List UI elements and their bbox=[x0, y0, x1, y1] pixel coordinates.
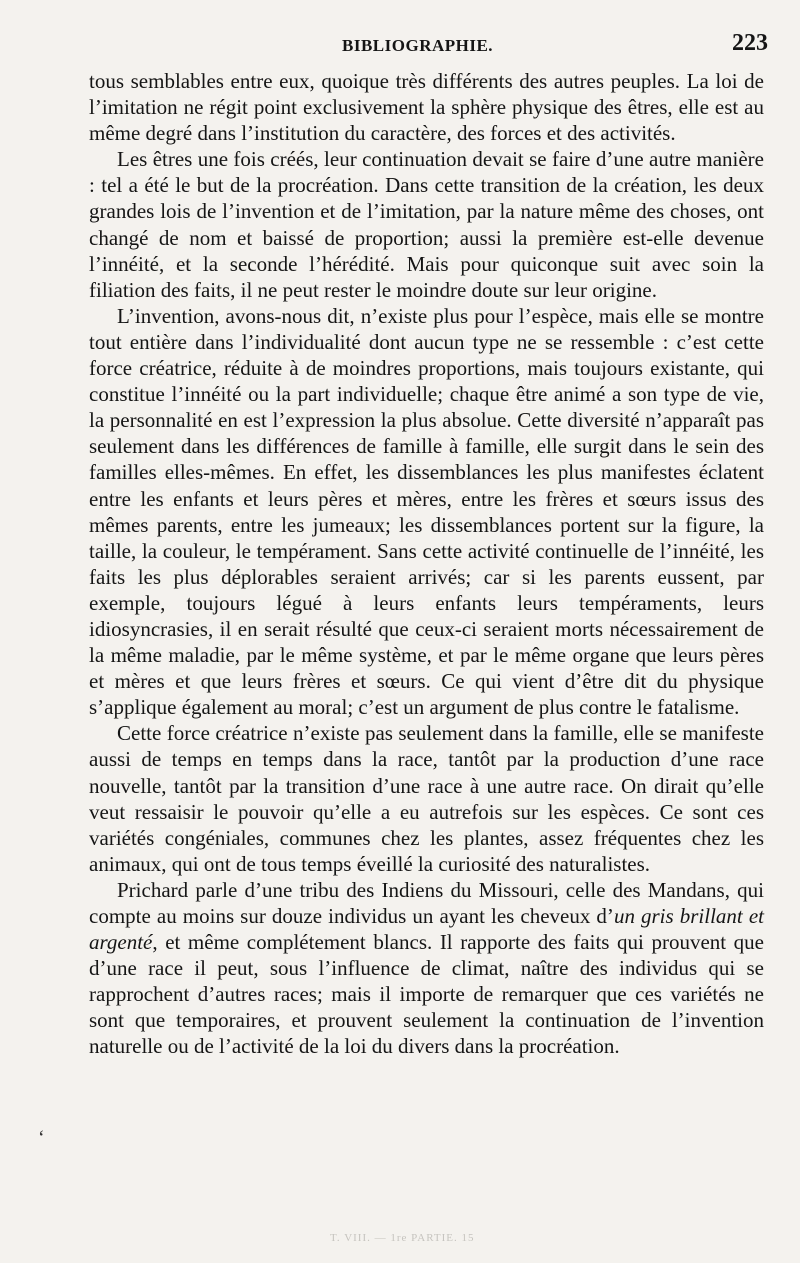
page-header bbox=[92, 30, 768, 60]
paragraph-5-text-end: , et même complétement blancs. Il rapporte des faits qui prouvent que d’une race il peut, sous l’influence de climat, naître des individus qui se rapprochent d’autres races; mais il importe de remarquer que ces variétés ne sont que temporaires, et prouvent seulement la continuation de l’invention naturelle ou de l’activité de la loi du divers dans la procréation. bbox=[89, 930, 764, 1059]
body-text bbox=[89, 68, 764, 1060]
paragraph-2: Les êtres une fois créés, leur continuation devait se faire d’une autre manière : tel a été le but de la procréation. Dans cette transition de la création, les deux grandes lois de l’invention et de l’imitation, par la nature même des choses, ont changé de nom et baissé de proportion; aussi la première est-elle devenue l’innéité, et la seconde l’hérédité. Mais pour quiconque suit avec soin la filiation des faits, il ne peut rester le moindre doute sur leur origine. bbox=[89, 147, 764, 302]
paragraph-1: tous semblables entre eux, quoique très différents des autres peuples. La loi de l’imitation ne régit point exclusivement la sphère physique des êtres, elle est au même degré dans l’institution du caractère, des forces et des activités. bbox=[89, 69, 764, 146]
running-head: BIBLIOGRAPHIE. bbox=[342, 36, 494, 55]
paragraph-3: L’invention, avons-nous dit, n’existe plus pour l’espèce, mais elle se montre tout entière dans l’individualité dont aucun type ne se ressemble : c’est cette force créatrice, réduite à de moindres proportions, mais toujours existante, qui constitue l’innéité ou la part individuelle; chaque être animé a son type de vie, la personnalité en est l’expression la plus absolue. Cette diversité n’apparaît pas seulement dans les différences de famille à famille, elle surgit dans le sein des familles elles-mêmes. En effet, les dissemblances les plus manifestes éclatent entre les enfants et leurs pères et mères, entre les frères et sœurs issus des mêmes parents, entre les jumeaux; les dissemblances portent sur la figure, la taille, la couleur, le tempérament. Sans cette activité continuelle de l’innéité, les faits les plus déplorables seraient arrivés; car si les parents eussent, par exemple, toujours légué à leurs enfants leurs tempéraments, leurs idiosyncrasies, il en serait résulté que ceux-ci seraient morts nécessairement de la même maladie, par le même système, et par le même organe que leurs pères et mères et que leurs frères et sœurs. Ce qui vient d’être dit du physique s’applique également au moral; c’est un argument de plus contre le fatalisme. bbox=[89, 303, 764, 720]
margin-mark: ‘ bbox=[38, 1127, 45, 1149]
italic-quote: un gris brillant et argenté bbox=[89, 904, 764, 955]
footer-signature: T. VIII. — 1re PARTIE. 15 bbox=[330, 1232, 475, 1244]
paragraph-5-text-start: Prichard parle d’une tribu des Indiens du Missouri, celle des Mandans, qui compte au moins sur douze individus un ayant les cheveux d’ bbox=[89, 877, 764, 928]
paragraph-4: Cette force créatrice n’existe pas seulement dans la famille, elle se manifeste aussi de temps en temps dans la race, tantôt par la production d’une race nouvelle, tantôt par la transition d’une race à une autre race. On dirait qu’elle veut ressaisir le pouvoir qu’elle a eu autrefois sur les espèces. Ce sont ces variétés congéniales, communes chez les plantes, assez fréquentes chez les animaux, qui ont de tous temps éveillé la curiosité des naturalistes. bbox=[89, 721, 764, 876]
paragraph-5 bbox=[89, 877, 764, 1060]
page-number: 223 bbox=[732, 30, 768, 56]
